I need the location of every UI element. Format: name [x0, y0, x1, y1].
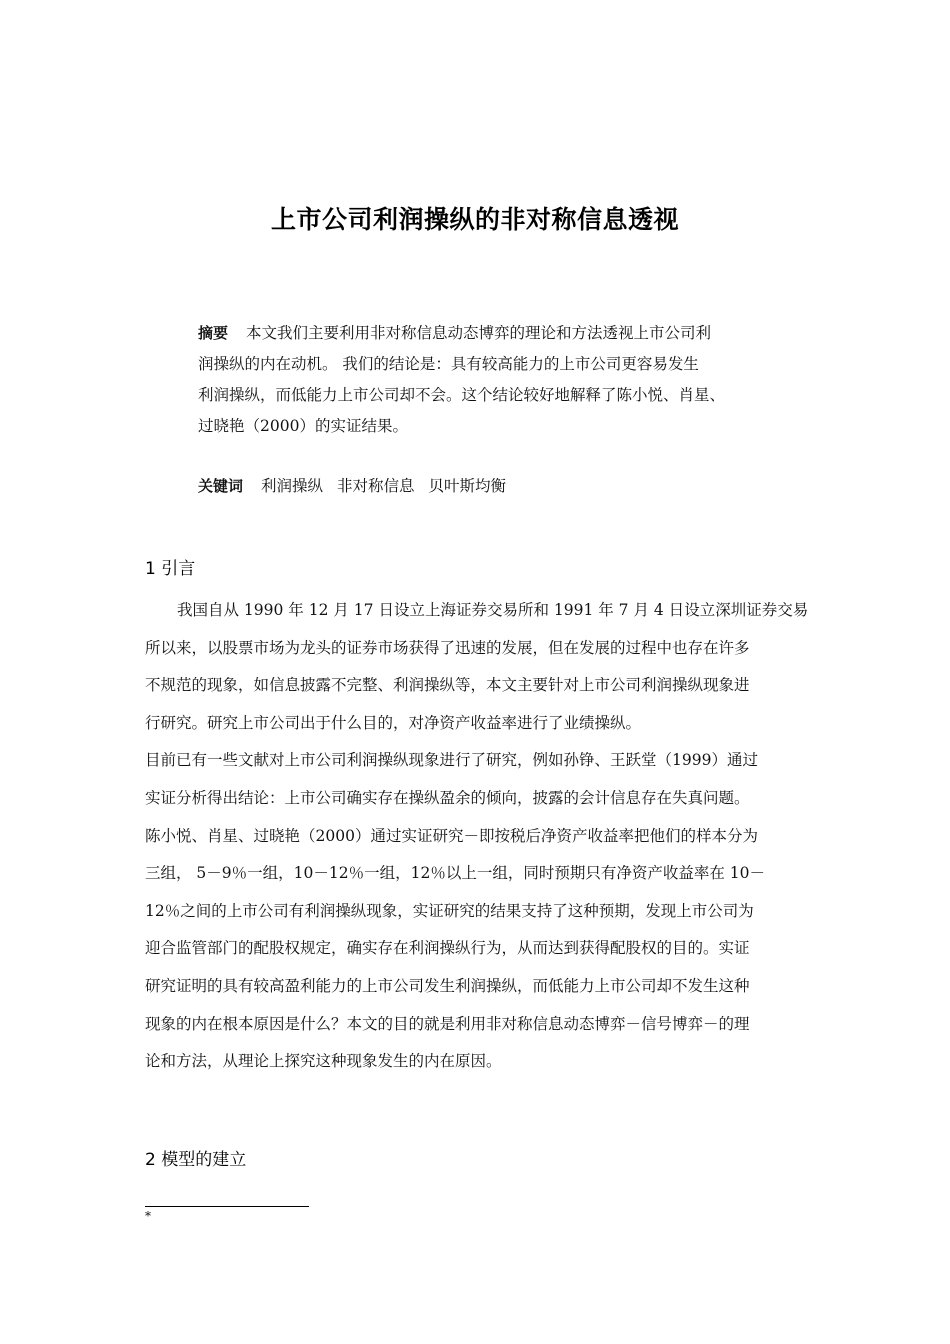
abstract [198, 318, 766, 442]
paragraph-line: 实证分析得出结论：上市公司确实存在操纵盈余的倾向，披露的会计信息存在失真问题。 [145, 788, 750, 807]
paragraph-line: 迎合监管部门的配股权规定，确实存在利润操纵行为，从而达到获得配股权的目的。实证 [145, 939, 750, 958]
paragraph-line: 论和方法，从理论上探究这种现象发生的内在原因。 [145, 1052, 502, 1071]
abstract-line: 润操纵的内在动机。 我们的结论是：具有较高能力的上市公司更容易发生 [198, 355, 699, 373]
footnote-divider [145, 1206, 309, 1207]
paragraph-line: 行研究。研究上市公司出于什么目的，对净资产收益率进行了业绩操纵。 [145, 713, 642, 732]
paragraph-line: 研究证明的具有较高盈利能力的上市公司发生利润操纵，而低能力上市公司却不发生这种 [145, 976, 750, 995]
keyword: 利润操纵 [261, 477, 324, 495]
abstract-text: 本文我们主要利用非对称信息动态博弈的理论和方法透视上市公司利 [246, 324, 712, 342]
paragraph-line: 不规范的现象，如信息披露不完整、利润操纵等，本文主要针对上市公司利润操纵现象进 [145, 676, 750, 695]
keywords-label: 关键词 [198, 477, 244, 495]
keyword: 贝叶斯均衡 [428, 477, 507, 495]
paragraph-line: 三组， 5－9％一组，10－12％一组，12％以上一组，同时预期只有净资产收益率在 10－ [145, 864, 765, 883]
introduction-body [145, 592, 807, 1081]
abstract-line: 过晓艳（2000）的实证结果。 [198, 417, 408, 435]
paragraph-line: 我国自从 1990 年 12 月 17 日设立上海证券交易所和 1991 年 7 月 4 日设立深圳证券交易 [177, 601, 809, 619]
section-heading-model: 2 模型的建立 [145, 1150, 247, 1170]
paragraph-line: 目前已有一些文献对上市公司利润操纵现象进行了研究，例如孙铮、王跃堂（1999）通过 [145, 751, 758, 770]
paragraph-line: 所以来，以股票市场为龙头的证券市场获得了迅速的发展，但在发展的过程中也存在许多 [145, 638, 750, 657]
keywords [198, 474, 506, 496]
keyword: 非对称信息 [337, 477, 415, 495]
section-heading-introduction: 1 引言 [145, 559, 196, 579]
abstract-label: 摘要 [198, 324, 229, 342]
footnote-mark: * [145, 1209, 151, 1223]
abstract-line [198, 318, 766, 349]
paper-title: 上市公司利润操纵的非对称信息透视 [270, 205, 679, 234]
abstract-line: 利润操纵，而低能力上市公司却不会。这个结论较好地解释了陈小悦、肖星、 [198, 386, 726, 404]
paragraph-line: 12％之间的上市公司有利润操纵现象，实证研究的结果支持了这种预期，发现上市公司为 [145, 901, 754, 920]
paragraph-line: 现象的内在根本原因是什么？本文的目的就是利用非对称信息动态博弈－信号博弈－的理 [145, 1014, 750, 1033]
paragraph-line: 陈小悦、肖星、过晓艳（2000）通过实证研究－即按税后净资产收益率把他们的样本分为 [145, 826, 758, 845]
